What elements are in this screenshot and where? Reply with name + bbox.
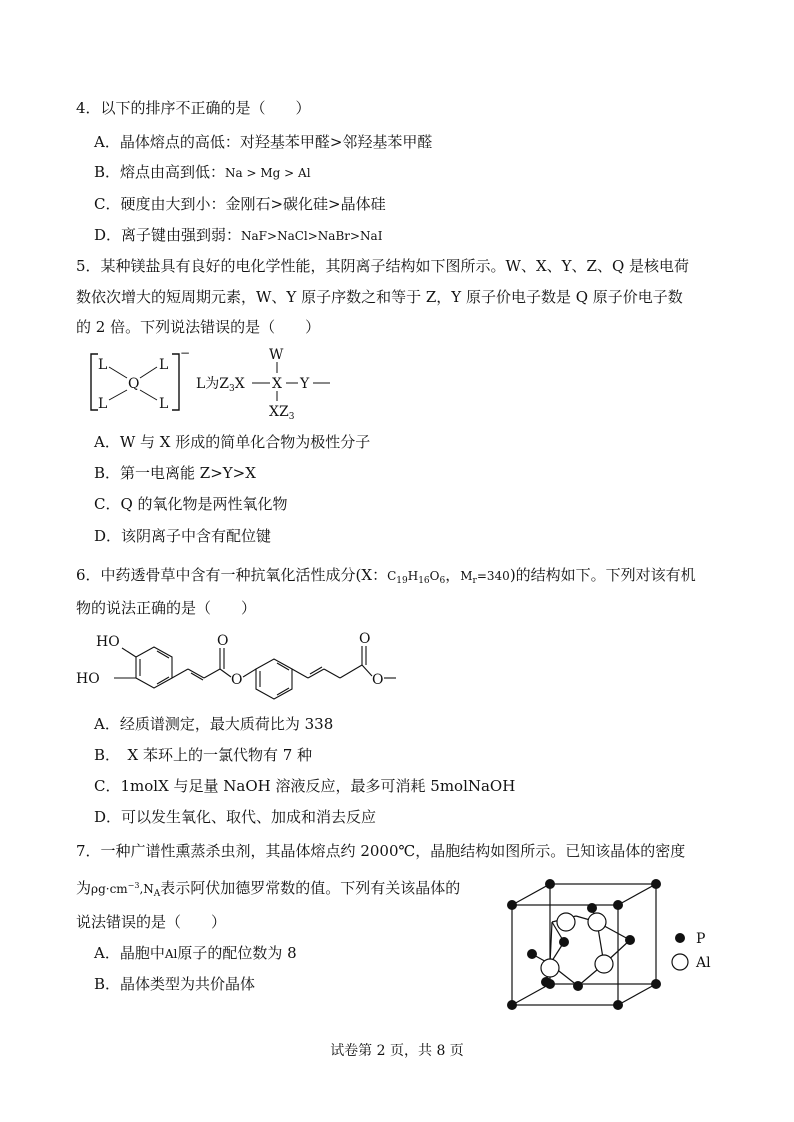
q5-ligand-tr: L [159,357,169,373]
q5-stem-line2: 数依次增大的短周期元素，W、Y 原子序数之和等于 Z，Y 原子价电子数是 Q 原子价电子数 [76,288,683,306]
q7-unit-cell [500,872,740,1022]
q6-option-b: B． X 苯环上的一氯代物有 7 种 [94,746,313,764]
q6-structure [74,628,404,708]
q7-p-atom [573,981,583,991]
q7-al-atom [588,913,606,931]
q6-methoxy-o: O [372,672,384,688]
q6-stem-line1 [76,565,696,591]
q5-option-a: A．W 与 X 形成的简单化合物为极性分子 [94,433,371,451]
q7-p-atom [651,879,661,889]
q5-option-b: B．第一电离能 Z>Y>X [94,464,256,482]
q5-center-q: Q [128,376,140,392]
q7-p-atom [527,949,537,959]
q5-l-def: L为$Z_3X$ [196,376,245,394]
q7-p-atom [559,937,569,947]
q5-stem-line3: 的 2 倍。下列说法错误的是（ ） [76,318,321,336]
q6-ho-top: HO [96,634,120,650]
page-footer: 试卷第 2 页，共 8 页 [330,1043,464,1059]
q4-option-c: C．硬度由大到小：金刚石>碳化硅>晶体硅 [94,195,386,213]
q7-stem-line1: 7．一种广谱性熏蒸杀虫剂，其晶体熔点约 2000℃，晶胞结构如图所示。已知该晶体的密度 [76,842,686,860]
q4-option-b [94,162,311,183]
q7-legend-p-marker [675,933,685,943]
q7-al-atom [557,913,575,931]
q6-carbonyl-o-1: O [217,633,229,649]
q7-al-atom [541,959,559,977]
q7-option-a-al: Al [164,947,178,961]
q4-option-d-formula: NaF>NaCl>NaBr>NaI [241,229,383,243]
q6-stem-text: 6．中药透骨草中含有一种抗氧化活性成分(X： [76,566,388,584]
q7-al-atom [595,955,613,973]
q5-ligand-br: L [159,396,169,412]
q6-option-c: C．1molX 与足量 NaOH 溶液反应，最多可消耗 5molNaOH [94,777,516,795]
q7-legend-al: Al [696,955,711,971]
q6-option-a: A．经质谱测定，最大质荷比为 338 [94,715,334,733]
q5-w: W [269,347,284,363]
q7-p-atom [545,879,555,889]
q6-formula: $C_{19}H_{16}O_6$ [387,569,446,586]
q5-ligand-bl: L [98,396,108,412]
q5-xz3: $XZ_3$ [269,404,295,422]
q7-legend-al-marker [672,954,688,970]
q7-stem-line2 [76,876,460,904]
q7-stem-text-2: 表示阿伏加德罗常数的值。下列有关该晶体的 [160,879,461,897]
q7-option-a-text: A．晶胞中 [94,944,165,962]
q7-p-atom [587,903,597,913]
q4-option-b-text: B．熔点由高到低： [94,163,226,181]
q5-charge: − [180,346,191,360]
q7-stem-text: 为 [76,879,92,897]
q6-carbonyl-o-2: O [359,631,371,647]
q6-molar-mass: $M_r=340$ [460,569,510,586]
q5-option-d: D．该阴离子中含有配位键 [94,527,272,545]
q4-stem: 4．以下的排序不正确的是（ ） [76,99,311,117]
q6-option-d: D．可以发生氧化、取代、加成和消去反应 [94,808,377,826]
q4-option-d [94,225,382,246]
q7-p-atom [651,979,661,989]
q6-ho-bottom: HO [76,671,100,687]
q7-p-atom [541,977,551,987]
q7-option-b: B．晶体类型为共价晶体 [94,975,256,993]
q6-stem-text-2: )的结构如下。下列对该有机 [509,566,696,584]
q6-comma: ， [445,566,461,584]
q7-p-atom [507,900,517,910]
q7-option-a [94,943,297,964]
q5-ligand-tl: L [98,357,108,373]
q7-p-atom [613,900,623,910]
q5-option-c: C．Q 的氧化物是两性氧化物 [94,495,288,513]
q4-option-a: A．晶体熔点的高低：对羟基苯甲醛>邻羟基苯甲醛 [94,133,433,151]
q5-stem-line1: 5．某种镁盐具有良好的电化学性能，其阴离子结构如下图所示。W、X、Y、Z、Q 是核电荷 [76,257,690,275]
q7-legend-p: P [696,931,706,947]
q5-central-x: X [272,376,282,392]
q5-y: Y [300,376,310,392]
q7-p-atom [507,1000,517,1010]
q7-p-atom [625,935,635,945]
q7-stem-line3: 说法错误的是（ ） [76,913,227,931]
q6-ester-o: O [231,672,243,688]
q4-option-d-text: D．离子键由强到弱： [94,226,242,244]
q7-p-atom [613,1000,623,1010]
q6-stem-line2: 物的说法正确的是（ ） [76,599,257,617]
q7-option-a-text-2: 原子的配位数为 8 [177,944,297,962]
q4-option-b-formula: Na > Mg > Al [225,166,311,180]
q7-density: $\rho g\cdot cm^{-3},N_A$ [91,881,161,899]
q5-anion-structure [80,345,350,425]
